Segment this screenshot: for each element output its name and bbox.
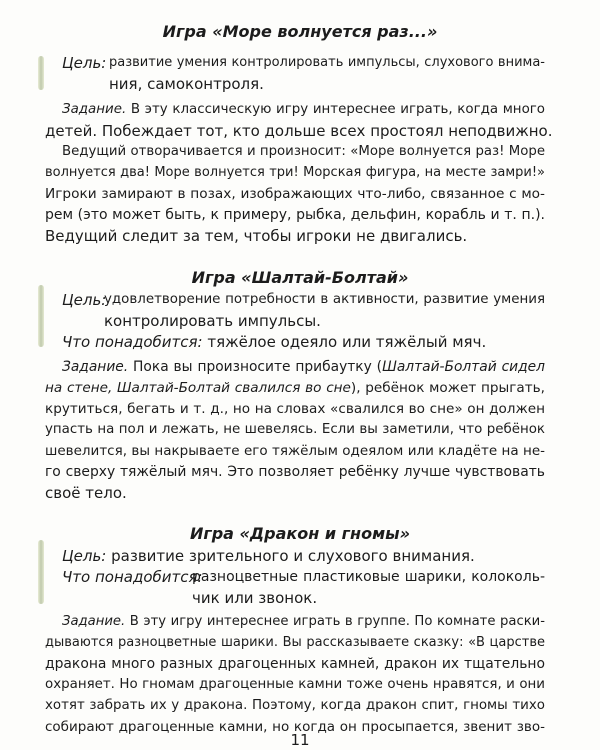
task-3-line-4: охраняет. Но гномам драгоценные камни тоже очень нравятся, и они — [45, 677, 545, 692]
task-1-line-2: детей. Побеждает тот, кто дольше всех простоял неподвижно. — [45, 122, 553, 140]
task-2-line-5: шевелится, вы накрываете его тяжёлым одеялом или кладёте на не- — [45, 443, 545, 459]
task-label-2: Задание. — [62, 359, 129, 375]
goal-text-1 — [109, 53, 545, 73]
margin-highlight-3 — [38, 540, 44, 604]
goal-line-3 — [62, 546, 475, 566]
task-3-line-6: собирают драгоценные камни, но когда он просыпается, звенит зво- — [45, 719, 545, 735]
task-1-line-1 — [62, 100, 545, 120]
task-label-3: Задание. — [62, 614, 126, 629]
task-2-text-1b: Шалтай-Болтай сидел — [382, 359, 545, 375]
task-2-line-6: го сверху тяжёлый мяч. Это позволяет ребёнку лучше чувствовать — [45, 464, 545, 480]
goal-label-2: Цель: — [62, 291, 107, 309]
task-2-line-7: своё тело. — [45, 484, 127, 502]
task-1-text-1: В эту классическую игру интереснее играть, когда много — [130, 102, 545, 117]
task-3-text-1: В эту игру интереснее играть в группе. По комнате раски- — [129, 614, 545, 629]
task-2-line-4: упасть на пол и лежать, не шевелясь. Если вы заметили, что ребёнок — [45, 422, 545, 437]
section-1-title: Игра «Море волнуется раз...» — [162, 22, 438, 41]
margin-highlight-1 — [38, 56, 44, 90]
goal-2-line-1: удовлетворение потребности в активности, развитие умения — [104, 292, 545, 307]
goal-2-line-2: контролировать импульсы. — [104, 312, 321, 330]
task-3-line-3: дракона много разных драгоценных камней, дракон их тщательно — [45, 656, 545, 672]
need-label-2: Что понадобится: — [62, 333, 203, 351]
goal-text-3: развитие зрительного и слухового внимания. — [111, 547, 475, 565]
paragraph-1-line-1: Ведущий отворачивается и произносит: «Море волнуется раз! Море — [62, 144, 545, 159]
section-3-title: Игра «Дракон и гномы» — [189, 524, 411, 543]
task-2-text-2a: на стене, Шалтай-Болтай свалился во сне — [45, 380, 351, 396]
goal-label-1: Цель: — [62, 54, 107, 72]
task-label-1: Задание. — [62, 102, 127, 117]
need-3-line-1: разноцветные пластиковые шарики, колоколь- — [192, 569, 545, 585]
paragraph-1-line-2: волнуется два! Море волнуется три! Морская фигура, на месте замри!» — [45, 165, 545, 180]
goal-1-line-1: развитие умения контролировать импульсы, слухового внима- — [109, 55, 545, 70]
need-label-3: Что понадобится: — [62, 568, 203, 586]
task-3-line-2: дываются разноцветные шарики. Вы рассказываете сказку: «В царстве — [45, 635, 545, 650]
section-2-title: Игра «Шалтай-Болтай» — [191, 268, 409, 287]
paragraph-1-line-4: рем (это может быть, к примеру, рыбка, дельфин, корабль и т. п.). — [45, 207, 545, 223]
paragraph-1-line-5: Ведущий следит за тем, чтобы игроки не двигались. — [45, 227, 468, 245]
page-number: 11 — [290, 731, 310, 749]
goal-label-3: Цель: — [62, 547, 107, 565]
need-line-2 — [62, 332, 486, 352]
paragraph-1-line-3: Игроки замирают в позах, изображающих что-либо, связанное с мо- — [45, 186, 545, 202]
goal-1-line-2: ния, самоконтроля. — [109, 75, 264, 93]
task-2-line-3: крутиться, бегать и т. д., но на словах «свалился во сне» он должен — [45, 401, 545, 417]
margin-highlight-2 — [38, 285, 44, 347]
task-3-line-5: хотят забрать их у дракона. Поэтому, когда дракон спит, гномы тихо — [45, 698, 545, 713]
need-3-line-2: чик или звонок. — [192, 589, 318, 607]
need-text-2: тяжёлое одеяло или тяжёлый мяч. — [207, 333, 487, 351]
task-2-text-1a: Пока вы произносите прибаутку ( — [133, 359, 383, 375]
task-2-text-2b: ), ребёнок может прыгать, — [350, 380, 545, 396]
